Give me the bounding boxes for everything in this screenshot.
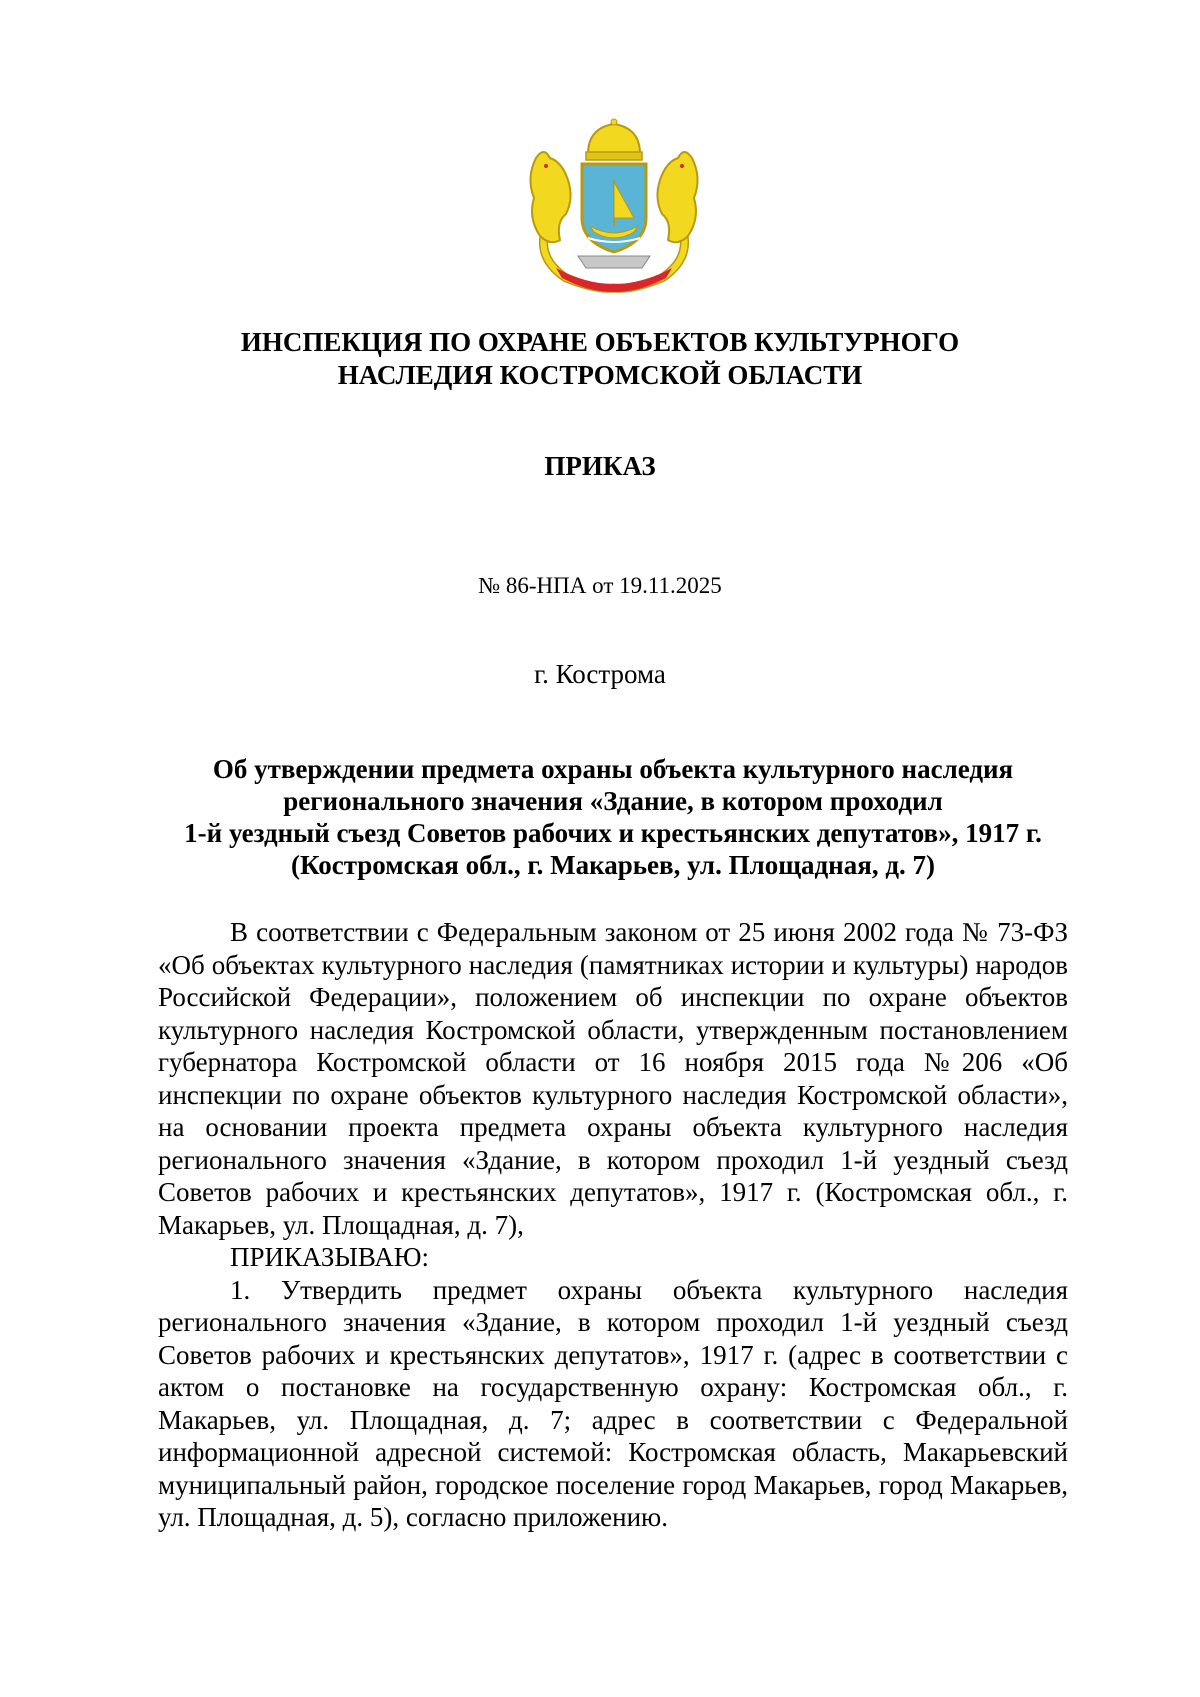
document-number-date: № 86-НПА от 19.11.2025 — [478, 573, 722, 598]
preamble-paragraph: В соответствии с Федеральным законом от 25 июня 2002 года № 73-ФЗ «Об объектах культурного наследия (памятниках истории и культуры) народов Российской Федерации», положением об инспекции по охране объектов культурного наследия Костромской области, утвержденным постановлением губернатора Костромской области от 16 ноября 2015 года №206 «Об инспекции по охране объектов культурного наследия Костромской области», на основании проекта предмета охраны объекта культурного наследия регионального значения «Здание, в котором проходил 1-й уездный съезд Советов рабочих и крестьянских депутатов», 1917 г. (Костромская обл., г. Макарьев, ул. Площадная, д. 7), — [158, 917, 1068, 1240]
subject-line-2: регионального значения «Здание, в котором проходил — [283, 786, 943, 816]
coat-of-arms-emblem — [516, 118, 712, 296]
organization-title — [160, 326, 1040, 392]
subject-line-3: 1-й уездный съезд Советов рабочих и крестьянских депутатов», 1917 г. — [184, 818, 1042, 848]
subject-line-1: Об утверждении предмета охраны объекта культурного наследия — [212, 754, 1014, 784]
organization-title-line-1: ИНСПЕКЦИЯ ПО ОХРАНЕ ОБЪЕКТОВ КУЛЬТУРНОГО — [240, 327, 960, 357]
subject-line-4: (Костромская обл., г. Макарьев, ул. Площадная, д. 7) — [290, 850, 935, 880]
order-item-1: 1. Утвердить предмет охраны объекта культурного наследия регионального значения «Здание, в котором проходил 1-й уездный съезд Советов рабочих и крестьянских депутатов», 1917 г. (адрес в соответствии с актом о постановке на государственную охрану: Костромская обл., г. Макарьев, ул. Площадная, д. 7; адрес в соответствии с Федеральной информационной адресной системой: Костромская область, Макарьевский муниципальный район, городское поселение город Макарьев, город Макарьев, ул. Площадная, д. 5), согласно приложению. — [158, 1274, 1068, 1532]
organization-title-line-2: НАСЛЕДИЯ КОСТРОМСКОЙ ОБЛАСТИ — [337, 360, 863, 390]
document-body — [158, 916, 1068, 1534]
document-city: г. Кострома — [534, 659, 666, 689]
document-subject — [158, 753, 1068, 881]
order-word: ПРИКАЗЫВАЮ: — [230, 1242, 429, 1272]
document-type: ПРИКАЗ — [544, 451, 656, 481]
